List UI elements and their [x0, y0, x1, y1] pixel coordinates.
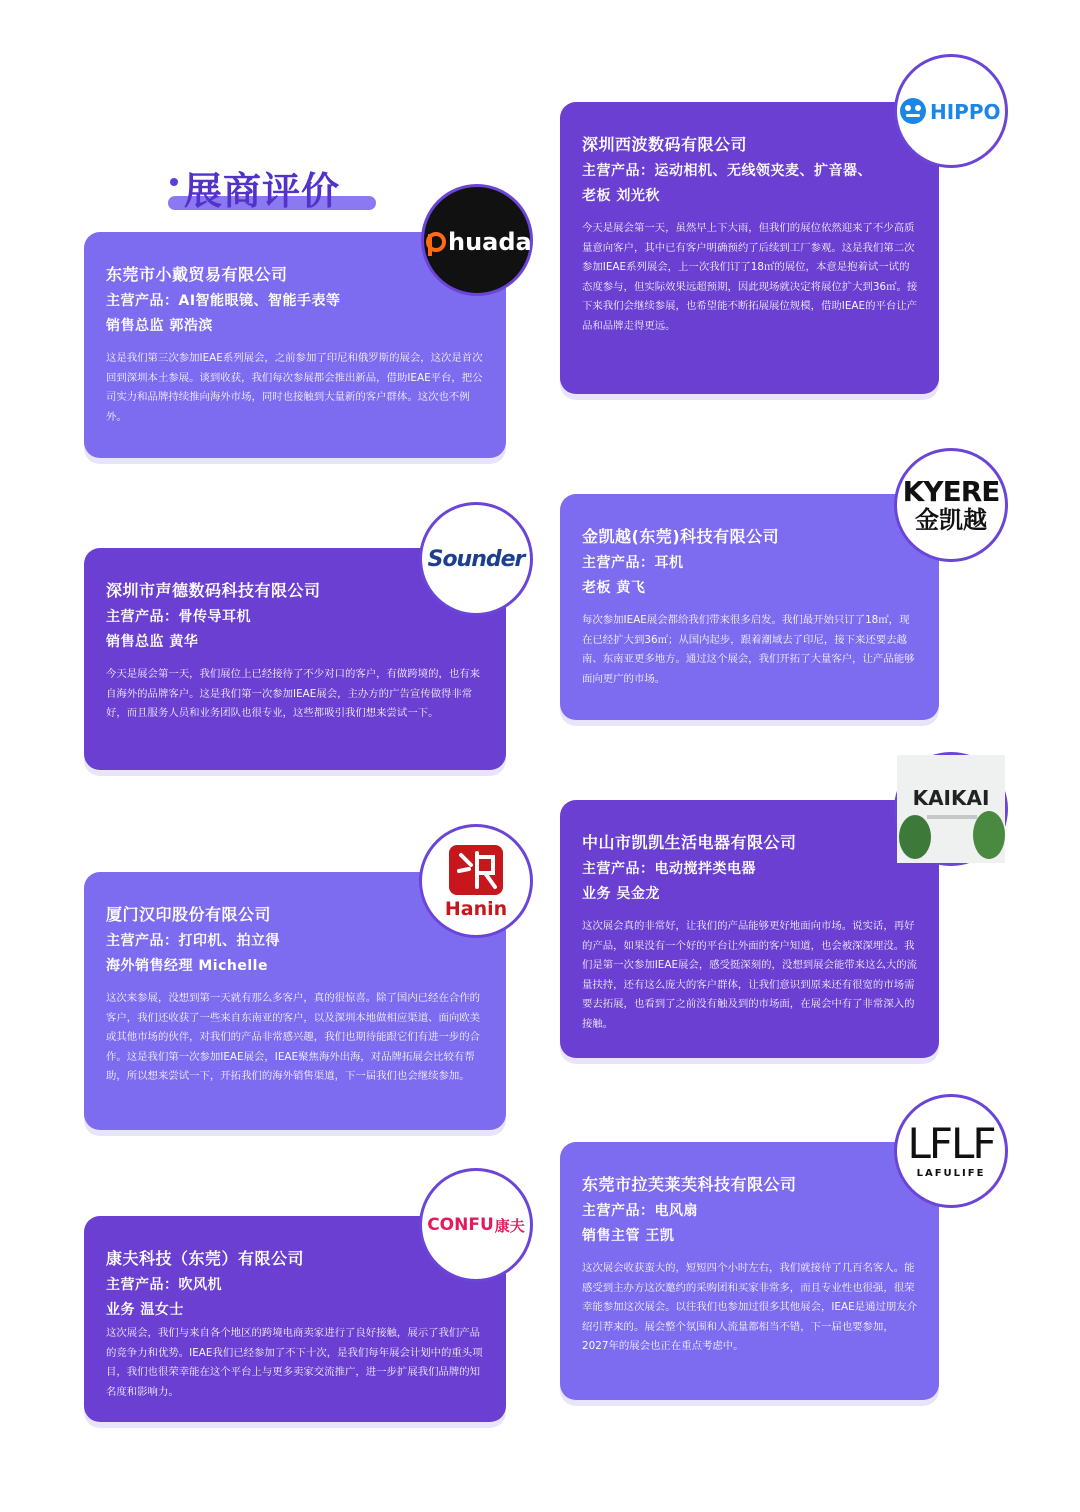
main-products: 主营产品：打印机、拍立得 — [106, 933, 280, 949]
confu-logo-icon — [419, 1168, 533, 1282]
kyere-logo-subtext: 金凯越 — [914, 506, 987, 534]
kyere-logo-icon — [894, 448, 1008, 562]
testimonial-card-hippo — [560, 102, 939, 394]
main-products: 主营产品：电风扇 — [582, 1203, 698, 1219]
huadai-logo-text: huadai — [448, 228, 540, 256]
huadai-logo-mark — [424, 220, 540, 260]
lafulife-logo-subtext: LAFULIFE — [916, 1168, 986, 1179]
kaikai-logo-photo — [897, 755, 1005, 863]
hanin-logo-icon — [419, 824, 533, 938]
hanin-seal-icon — [447, 843, 505, 897]
lafulife-logo-text: LFLF — [907, 1119, 995, 1168]
hippo-logo-mark — [897, 94, 1005, 128]
contact-person: 业务 温女士 — [106, 1302, 184, 1318]
confu-logo-subtext: 康夫 — [494, 1216, 525, 1235]
main-products: 主营产品：吹风机 — [106, 1277, 222, 1293]
hippo-logo-text: HIPPO — [930, 100, 1001, 124]
contact-person: 业务 吴金龙 — [582, 886, 660, 902]
kaikai-logo-icon — [894, 752, 1008, 866]
hanin-logo-stack — [445, 843, 507, 919]
contact-person: 销售总监 郭浩滨 — [106, 318, 213, 334]
testimonial-text: 这是我们第三次参加IEAE系列展会，之前参加了印尼和俄罗斯的展会，这次是首次回到深圳本土参展。谈到收获，我们每次参展都会推出新品，借助IEAE平台，把公司实力和品牌持续推向海外市场，同时也接触到大量新的客户群体。这次也不例外。 — [106, 352, 483, 423]
testimonial-text: 今天是展会第一天，我们展位上已经接待了不少对口的客户，有做跨境的，也有来自海外的品牌客户。这是我们第一次参加IEAE展会，主办方的广告宣传做得非常好，而且服务人员和业务团队也很专业，这些都吸引我们想来尝试一下。 — [106, 668, 481, 719]
company-name: 东莞市小戴贸易有限公司 — [106, 265, 288, 284]
hanin-logo-text: Hanin — [444, 898, 508, 920]
hippo-logo-icon — [894, 54, 1008, 168]
company-name: 深圳西波数码有限公司 — [582, 135, 748, 154]
lafulife-logo-icon — [894, 1094, 1008, 1208]
kaikai-logo-text: KAIKAI — [912, 786, 990, 810]
main-products: 主营产品：AI智能眼镜、智能手表等 — [106, 293, 341, 309]
title-bullet-dot — [170, 178, 178, 186]
contact-person: 海外销售经理 Michelle — [106, 958, 268, 974]
testimonial-text: 这次展会，我们与来自各个地区的跨境电商卖家进行了良好接触，展示了我们产品的竞争力和优势。IEAE我们已经参加了不下十次，是我们每年展会计划中的重头项目，我们也很荣幸能在这个平台上与更多卖家交流推广，进一步扩展我们品牌的知名度和影响力。 — [106, 1327, 483, 1398]
kyere-logo-stack — [902, 475, 1000, 534]
sounder-logo-icon — [419, 502, 533, 616]
contact-person: 销售主管 王凯 — [582, 1228, 675, 1244]
main-products: 主营产品：运动相机、无线领夹麦、扩音器、 — [582, 163, 872, 179]
kyere-logo-text: KYERE — [902, 475, 1000, 508]
testimonial-text: 每次参加IEAE展会都给我们带来很多启发。我们最开始只订了18㎡，现在已经扩大到36㎡；从国内起步，跟着潮域去了印尼，接下来还要去越南、东南亚更多地方。通过这个展会，我们开拓了大量客户，让产品能够面向更广的市场。 — [582, 614, 915, 685]
page-title: 展商评价 — [184, 169, 341, 213]
main-products: 主营产品：耳机 — [582, 555, 684, 571]
contact-person: 销售总监 黄华 — [106, 634, 199, 650]
contact-person: 老板 刘光秋 — [582, 188, 660, 204]
lafulife-logo-stack — [907, 1119, 995, 1179]
company-name: 厦门汉印股份有限公司 — [106, 905, 272, 924]
testimonial-text: 这次展会真的非常好，让我们的产品能够更好地面向市场。说实话，再好的产品，如果没有一个好的平台让外面的客户知道，也会被深深埋没。我们是第一次参加IEAE展会，感受挺深刻的，没想到展会能带来这么大的流量扶持，还有这么庞大的客户群体，让我们意识到原来还有很宽的市场需要去拓展，也看到了之前没有触及到的市场面，在展会中有了非常深入的接触。 — [582, 920, 918, 1030]
company-name: 深圳市声德数码科技有限公司 — [106, 581, 321, 600]
testimonial-card-kyere — [560, 494, 939, 720]
testimonial-text: 这次展会收获蛮大的，短短四个小时左右，我们就接待了几百名客人。能感受到主办方这次邀约的采购团和买家非常多，而且专业性也很强，很荣幸能参加这次展会。以往我们也参加过很多其他展会，IEAE是通过朋友介绍引荐来的。展会整个氛围和人流量都相当不错，下一届也要参加，2027年的展会也正在重点考虑中。 — [582, 1262, 918, 1352]
company-name: 东莞市拉芙莱芙科技有限公司 — [582, 1175, 797, 1194]
testimonial-card-lafulife — [560, 1142, 939, 1400]
testimonial-text: 今天是展会第一天，虽然早上下大雨，但我们的展位依然迎来了不少高质量意向客户，其中已有客户明确预约了后续到工厂参观。这是我们第二次参加IEAE系列展会，上一次我们订了18㎡的展位，本意是抱着试一试的态度参与，但实际效果远超预期，因此现场就决定将展位扩大到36㎡。接下来我们会继续参展，也希望能不断拓展展位规模，借助IEAE的平台让产品和品牌走得更远。 — [582, 222, 918, 332]
main-products: 主营产品：电动搅拌类电器 — [582, 861, 756, 877]
testimonial-card-kaikai — [560, 800, 939, 1058]
main-products: 主营产品：骨传导耳机 — [106, 609, 251, 625]
contact-person: 老板 黄飞 — [582, 580, 646, 596]
company-name: 中山市凯凯生活电器有限公司 — [582, 833, 797, 852]
confu-logo-text: CONFU — [427, 1215, 494, 1235]
company-name: 金凯越(东莞)科技有限公司 — [582, 527, 780, 546]
sounder-logo-text: Sounder — [427, 546, 525, 572]
testimonial-text: 这次来参展，没想到第一天就有那么多客户，真的很惊喜。除了国内已经在合作的客户，我们还收获了一些来自东南亚的客户，以及深圳本地做相应渠道、面向欧美或其他市场的伙伴，对我们的产品非常感兴趣，我们也期待能跟它们有进一步的合作。这是我们第一次参加IEAE展会，IEAE聚焦海外出海，对品牌拓展会比较有帮助，所以想来尝试一下，开拓我们的海外销售渠道，下一届我们也会继续参加。 — [106, 992, 481, 1082]
huadai-logo-icon — [421, 184, 540, 296]
company-name: 康夫科技（东莞）有限公司 — [106, 1249, 305, 1268]
